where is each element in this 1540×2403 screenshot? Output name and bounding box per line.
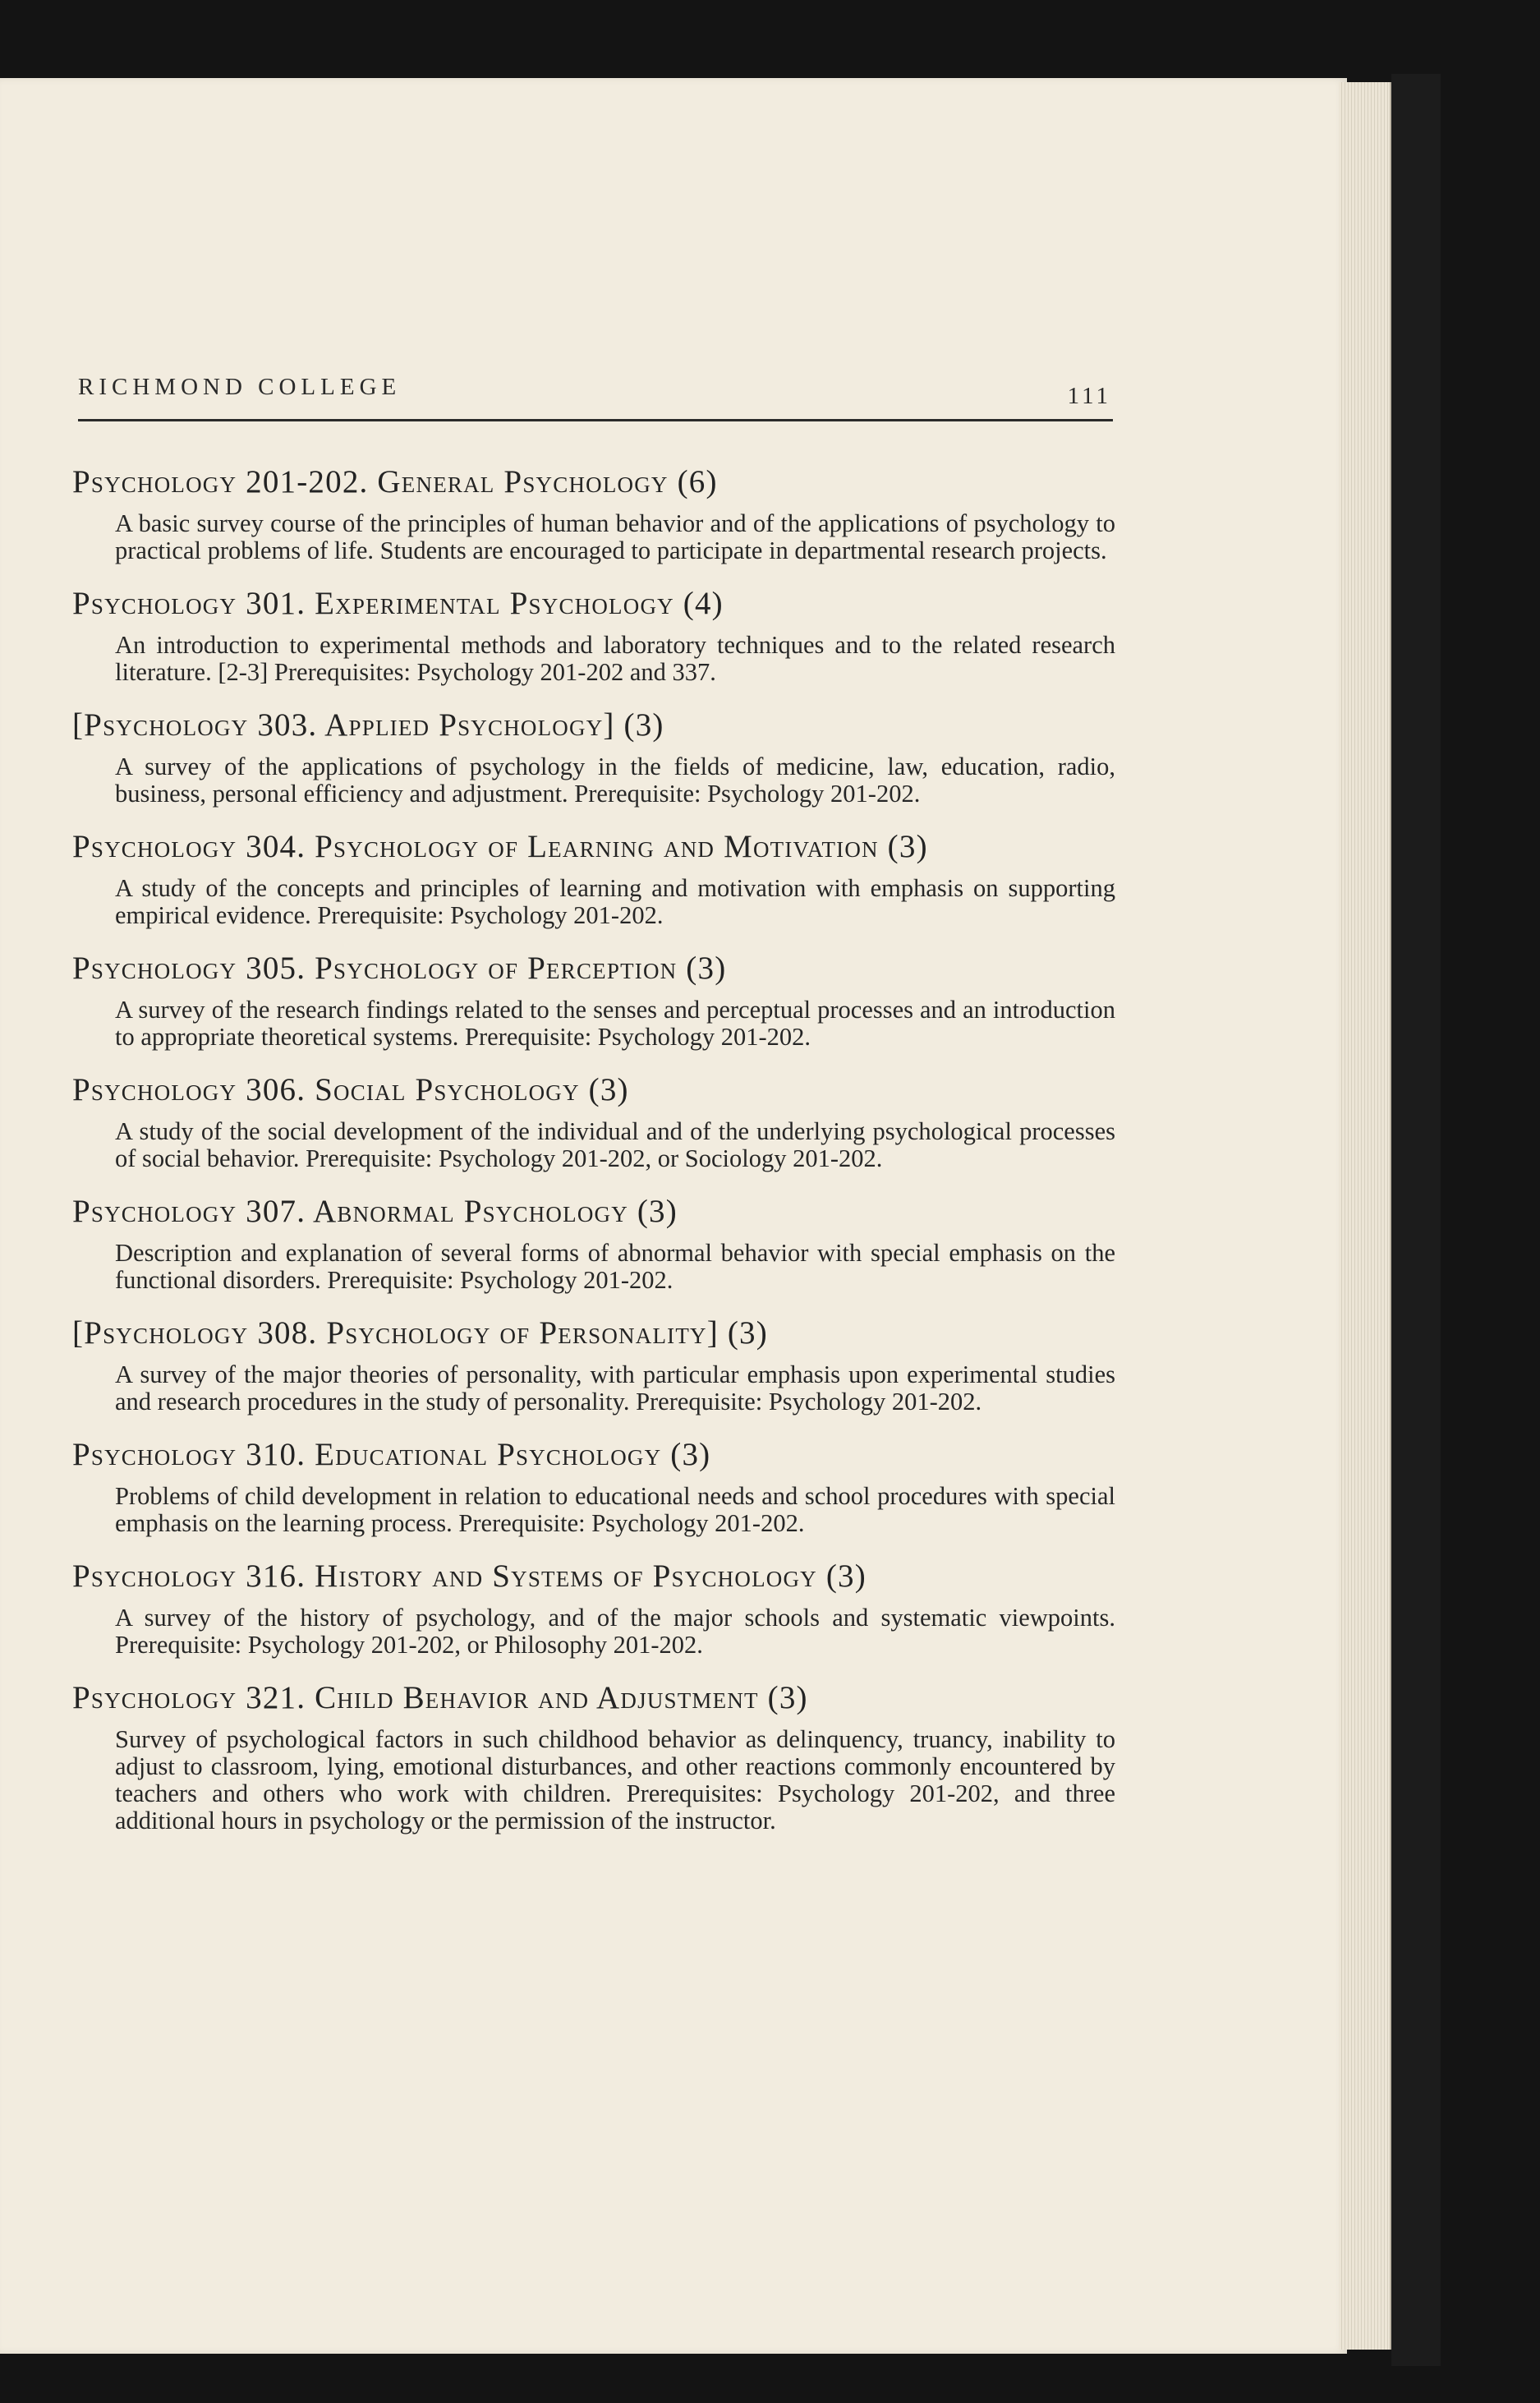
course-title: Psychology 321. Child Behavior and Adjustment (3): [72, 1680, 808, 1715]
course-description: A survey of the applications of psychology in the fields of medicine, law, education, radio, business, personal efficiency and adjustment. Prerequisite: Psychology 201-202.: [115, 753, 1115, 808]
running-head: RICHMOND COLLEGE: [78, 374, 402, 400]
page-edges: [1339, 82, 1391, 2350]
course-description: A survey of the research findings related to the senses and perceptual processes and an introduction to appropriate theoretical systems. Prerequisite: Psychology 201-202.: [115, 996, 1115, 1051]
course-entry: [72, 1072, 1115, 1172]
course-description: A survey of the history of psychology, and of the major schools and systematic viewpoints. Prerequisite: Psychology 201-202, or Philosophy 201-202.: [115, 1604, 1115, 1659]
course-entry: [72, 1680, 1115, 1834]
course-description: Survey of psychological factors in such childhood behavior as delinquency, truancy, inability to adjust to classroom, lying, emotional disturbances, and other reactions commonly encountered by teachers and others who work with children. Prerequisites: Psychology 201-202, and three additional hours in psychology or the permission of the instructor.: [115, 1725, 1115, 1834]
page-header: [78, 370, 1113, 421]
course-entry: [72, 464, 1115, 564]
course-entry: [72, 1558, 1115, 1659]
course-title: Psychology 306. Social Psychology (3): [72, 1072, 629, 1107]
course-description: An introduction to experimental methods and laboratory techniques and to the related research literature. [2-3] Prerequisites: Psychology 201-202 and 337.: [115, 631, 1115, 686]
course-entry: [72, 951, 1115, 1051]
course-title: Psychology 201-202. General Psychology (6): [72, 464, 718, 499]
course-entry: [72, 1194, 1115, 1294]
course-description: A basic survey course of the principles of human behavior and of the applications of psychology to practical problems of life. Students are encouraged to participate in departmental research projects.: [115, 509, 1115, 564]
book-page: [0, 78, 1347, 2354]
course-description: Problems of child development in relation to educational needs and school procedures with special emphasis on the learning process. Prerequisite: Psychology 201-202.: [115, 1482, 1115, 1537]
course-title: [Psychology 308. Psychology of Personality] (3): [72, 1315, 768, 1351]
course-title: Psychology 304. Psychology of Learning and Motivation (3): [72, 829, 928, 864]
course-entry: [72, 707, 1115, 808]
course-title: Psychology 307. Abnormal Psychology (3): [72, 1194, 678, 1229]
book-cover-edge: [1391, 74, 1441, 2366]
page-number: 111: [1067, 383, 1111, 409]
course-title: Psychology 310. Educational Psychology (3): [72, 1437, 711, 1472]
course-description: A survey of the major theories of personality, with particular emphasis upon experimental studies and research procedures in the study of personality. Prerequisite: Psychology 201-202.: [115, 1360, 1115, 1416]
course-title: [Psychology 303. Applied Psychology] (3): [72, 707, 664, 743]
course-description: A study of the concepts and principles of learning and motivation with emphasis on supporting empirical evidence. Prerequisite: Psychology 201-202.: [115, 874, 1115, 929]
course-description: Description and explanation of several forms of abnormal behavior with special emphasis on the functional disorders. Prerequisite: Psychology 201-202.: [115, 1239, 1115, 1294]
course-entry: [72, 829, 1115, 929]
course-title: Psychology 301. Experimental Psychology (4): [72, 586, 724, 621]
course-description: A study of the social development of the individual and of the underlying psychological processes of social behavior. Prerequisite: Psychology 201-202, or Sociology 201-202.: [115, 1117, 1115, 1172]
course-list: [72, 464, 1115, 1856]
course-entry: [72, 586, 1115, 686]
course-title: Psychology 316. History and Systems of Psychology (3): [72, 1558, 867, 1594]
course-title: Psychology 305. Psychology of Perception (3): [72, 951, 727, 986]
course-entry: [72, 1437, 1115, 1537]
course-entry: [72, 1315, 1115, 1416]
